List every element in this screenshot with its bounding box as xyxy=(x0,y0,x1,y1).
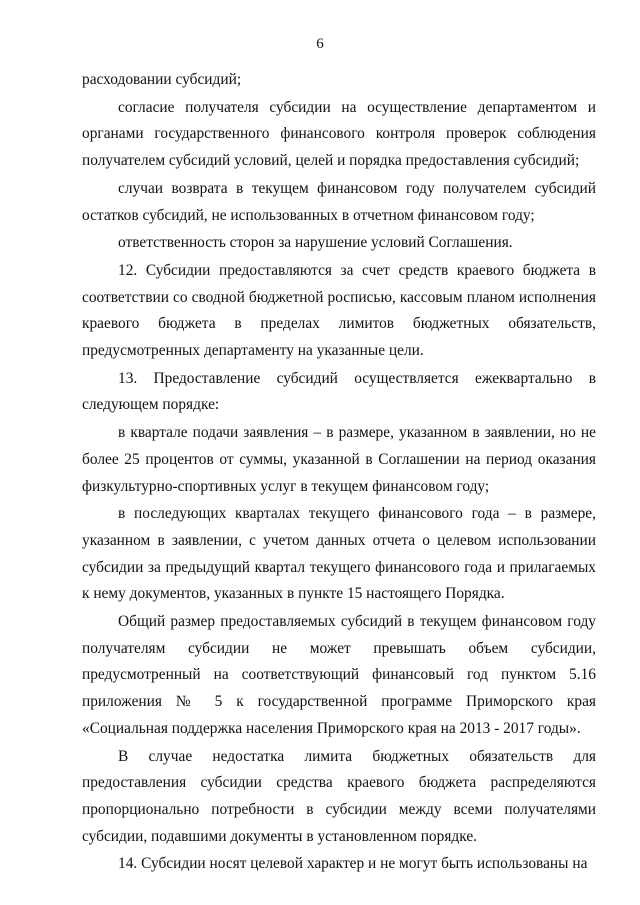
paragraph-total-amount: Общий размер предоставляемых субсидий в текущем финансовом году получателям субсидии не может превышать объем субсидии, предусмотренный на соответствующий финансовый год пунктом 5.16 приложения № 5 к государственной программе Приморского края «Социальная поддержка населения Приморского края на 2013 - 2017 годы». xyxy=(82,613,596,737)
paragraph-next-quarters: в последующих кварталах текущего финансового года – в размере, указанном в заявлении, с учетом данных отчета о целевом использовании субсидии за предыдущий квартал текущего финансового года и прилагаемых к нему документов, указанных в пункте 15 настоящего Порядка. xyxy=(82,505,596,603)
paragraph-continuation: расходовании субсидий; xyxy=(82,71,242,88)
document-body xyxy=(82,67,596,878)
page-number: 6 xyxy=(316,36,324,52)
paragraph-consent-control: согласие получателя субсидии на осуществление департаментом и органами государственного финансового контроля проверок соблюдения получателем субсидий условий, целей и порядка предоставления субсидий; xyxy=(82,98,596,170)
paragraph-item-14: 14. Субсидии носят целевой характер и не могут быть использованы на xyxy=(118,855,588,873)
paragraph-item-12: 12. Субсидии предоставляются за счет средств краевого бюджета в соответствии со сводной бюджетной росписью, кассовым планом исполнения краевого бюджета в пределах лимитов бюджетных обязательств, предусмотренных департаменту на указанные цели. xyxy=(82,261,596,360)
paragraph-limit-shortage: В случае недостатка лимита бюджетных обязательств для предоставления субсидии средства краевого бюджета распределяются пропорционально потребности в субсидии между всеми получателями субсидии, подавшими документы в установленном порядке. xyxy=(82,747,596,845)
paragraph-first-quarter: в квартале подачи заявления – в размере, указанном в заявлении, но не более 25 процентов от суммы, указанной в Соглашении на период оказания физкультурно-спортивных услуг в текущем финансовом году; xyxy=(82,424,596,495)
paragraph-refund-cases: случаи возврата в текущем финансовом году получателем субсидий остатков субсидий, не использованных в отчетном финансовом году; xyxy=(82,179,596,224)
paragraph-liability: ответственность сторон за нарушение условий Соглашения. xyxy=(118,234,513,252)
paragraph-item-13: 13. Предоставление субсидий осуществляется ежеквартально в следующем порядке: xyxy=(82,369,596,414)
